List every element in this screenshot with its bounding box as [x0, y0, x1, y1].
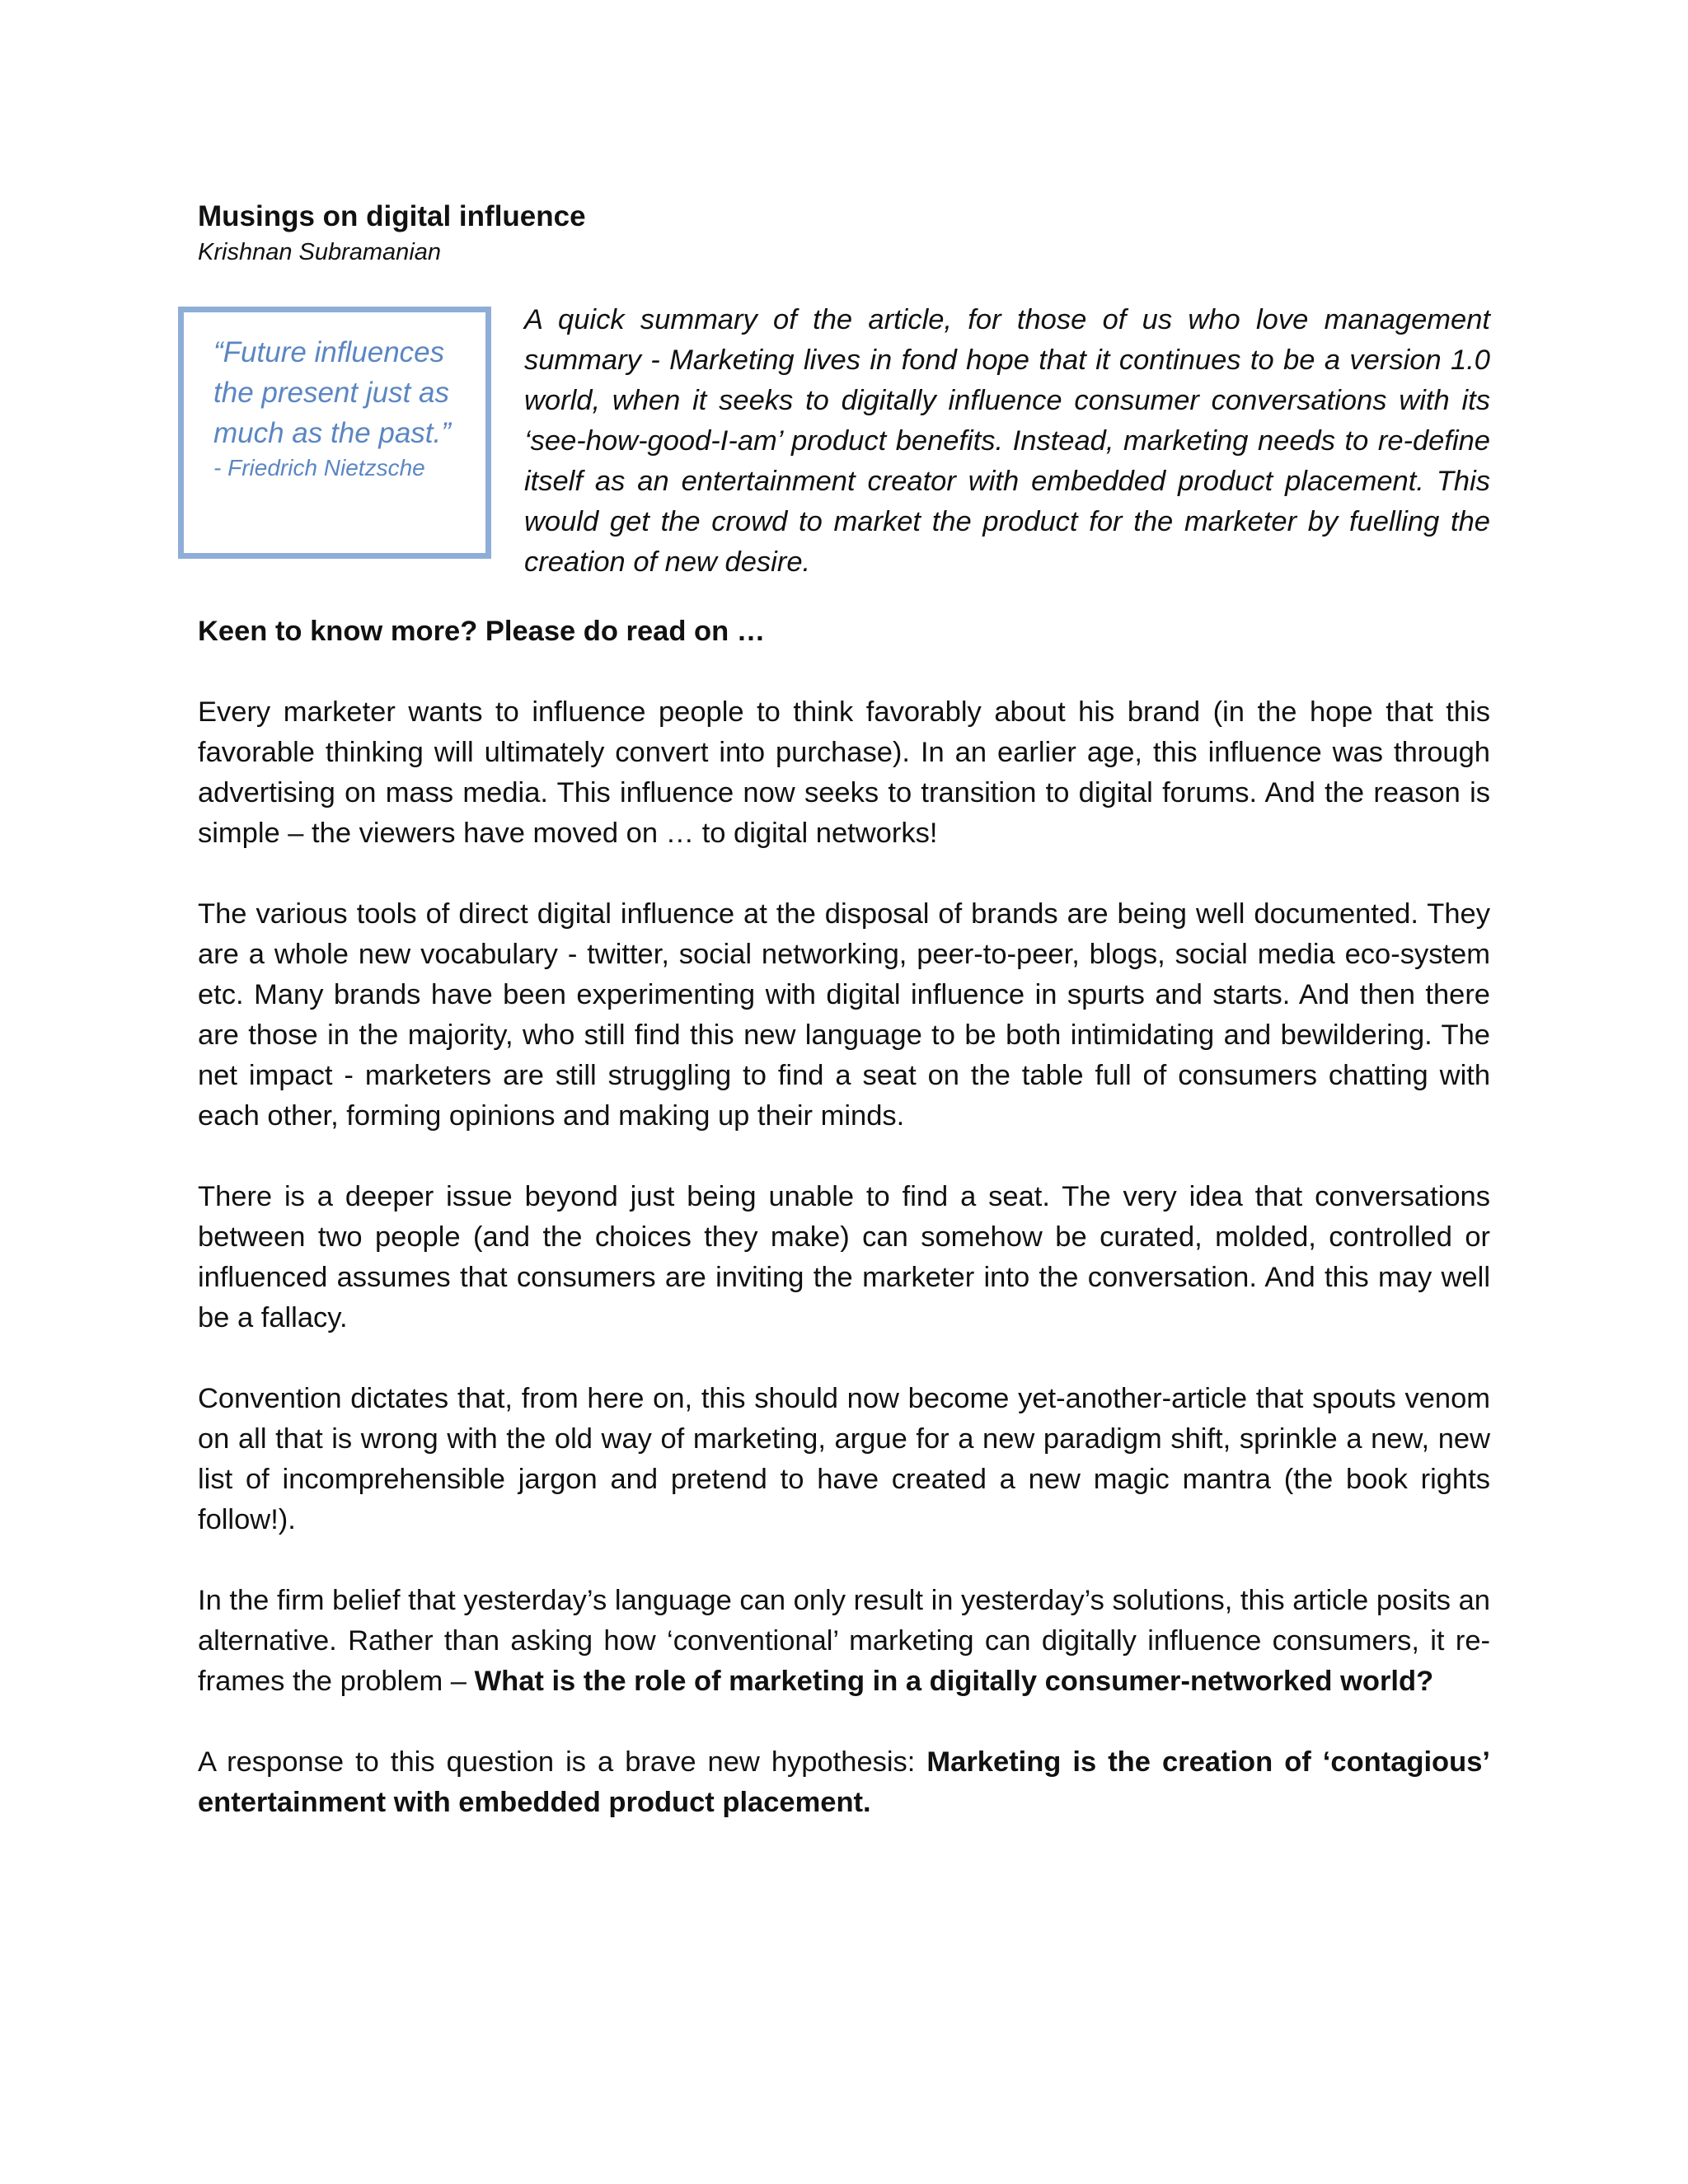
article-summary: A quick summary of the article, for those of us who love management summary - Marketing lives in fond hope that it continues to be a version 1.0 world, when it seeks to digitally influence consumer conversations with its ‘see-how-good-I-am’ product benefits. Instead, marketing needs to re-define itself as an entertainment creator with embedded product placement. This would get the crowd to market the product for the marketer by fuelling the creation of new desire.	[524, 304, 1490, 578]
paragraph-6-hypothesis: Marketing is the creation of ‘contagious’ entertainment with embedded product placement.	[198, 1746, 1490, 1818]
paragraph-3: There is a deeper issue beyond just being unable to find a seat. The very idea that conversations between two people (and the choices they make) can somehow be curated, molded, controlled or influenced assumes that consumers are inviting the marketer into the conversation. And this may well be a fallacy.	[198, 1181, 1490, 1333]
paragraph-6	[198, 1742, 1490, 1823]
paragraph-4: Convention dictates that, from here on, this should now become yet-another-article that spouts venom on all that is wrong with the old way of marketing, argue for a new paradigm shift, sprinkle a new, new list of incomprehensible jargon and pretend to have created a new magic mantra (the book rights follow!).	[198, 1383, 1490, 1535]
quote-box	[178, 307, 491, 559]
read-on-heading: Keen to know more? Please do read on …	[198, 616, 766, 647]
quote-attribution: - Friedrich Nietzsche	[213, 455, 425, 480]
paragraph-1: Every marketer wants to influence people to think favorably about his brand (in the hope that this favorable thinking will ultimately convert into purchase). In an earlier age, this influence was through advertising on mass media. This influence now seeks to transition to digital forums. And the reason is simple – the viewers have moved on … to digital networks!	[198, 696, 1490, 849]
paragraph-2: The various tools of direct digital influence at the disposal of brands are being well documented. They are a whole new vocabulary - twitter, social networking, peer-to-peer, blogs, social media eco-system etc. Many brands have been experimenting with digital influence in spurts and starts. And then there are those in the majority, who still find this new language to be both intimidating and bewildering. The net impact - marketers are still struggling to find a seat on the table full of consumers chatting with each other, forming opinions and making up their minds.	[198, 898, 1490, 1132]
document-page	[198, 198, 1490, 1823]
paragraph-5-question: What is the role of marketing in a digitally consumer-networked world?	[474, 1666, 1434, 1697]
article-author: Krishnan Subramanian	[198, 239, 442, 265]
quote-text: “Future influences the present just as much as the past.”	[213, 336, 451, 449]
summary-section	[198, 300, 1490, 580]
paragraph-5	[198, 1581, 1490, 1702]
paragraph-6-text: A response to this question is a brave new hypothesis:	[198, 1746, 927, 1778]
article-title: Musings on digital influence	[198, 200, 586, 232]
paragraph-5-text: In the firm belief that yesterday’s language can only result in yesterday’s solutions, this article posits an alternative. Rather than asking how ‘conventional’ marketing can digitally influence consumers, it re-frames the problem –	[198, 1585, 1490, 1697]
